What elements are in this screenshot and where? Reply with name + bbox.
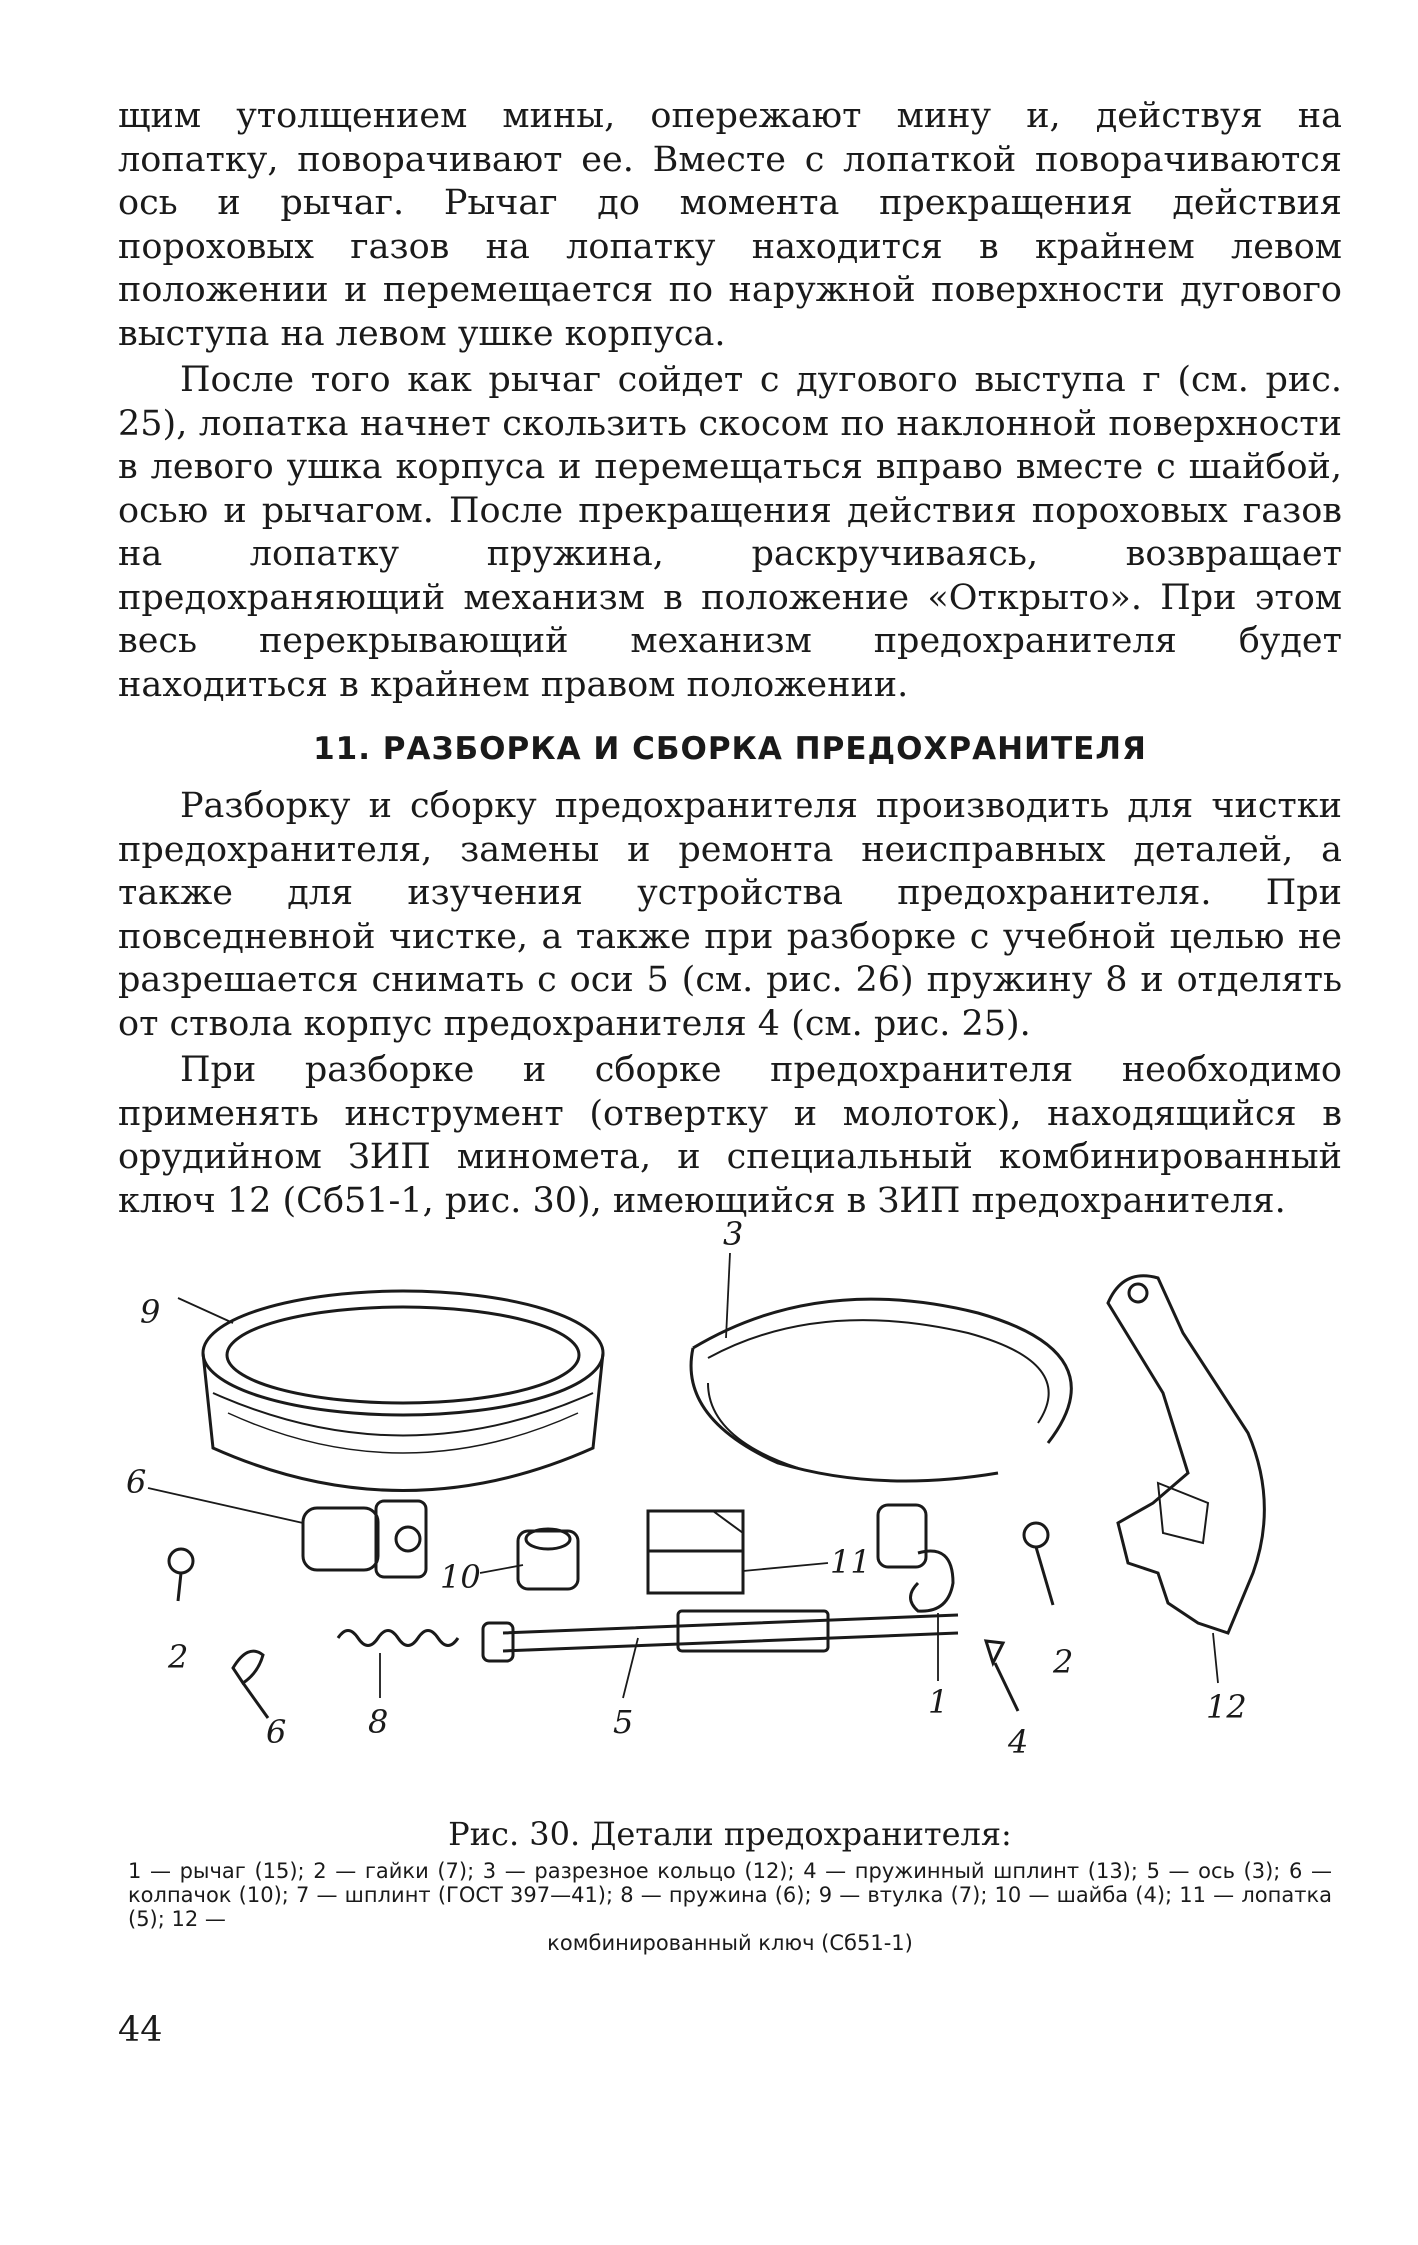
blade-drawing [648,1511,743,1593]
combination-key-drawing [1108,1276,1264,1633]
nut-left-drawing [169,1549,193,1601]
bushing-drawing [203,1291,603,1491]
paragraph-1: щим утолщением мины, опережают мину и, действуя на лопатку, поворачивают ее. Вместе с лопаткой поворачиваются ось и рычаг. Рычаг до момента прекращения действия пороховых газов на лопатку находится в крайнем левом положении и перемещается по наружной поверхности дугового выступа на левом ушке корпуса. [118,96,1342,354]
split-ring-drawing [691,1299,1071,1481]
cap-drawing [303,1501,426,1577]
paragraph-2: После того как рычаг сойдет с дугового выступа г (см. рис. 25), лопатка начнет скользить скосом по наклонной поверхности в левого ушка корпуса и перемещаться вправо вместе с шайбой, осью и рычагом. После прекращения действия пороховых газов на лопатку пружина, раскручиваясь, возвращает предохраняющий механизм в положение «Открыто». При этом весь перекрывающий механизм предохранителя будет находиться в крайнем правом положении. [118,360,1342,705]
callout-10: 10 [440,1558,481,1596]
spring-drawing [338,1631,458,1646]
callout-9: 9 [140,1293,161,1331]
callout-2-right: 2 [1053,1643,1074,1681]
callout-3: 3 [723,1215,744,1253]
paragraph-4: При разборке и сборке предохранителя необходимо применять инструмент (отвертку и молоток), находящийся в орудийном ЗИП миномета, и специальный комбинированный ключ 12 (Сб51-1, рис. 30), имеющийся в ЗИП предохранителя. [118,1050,1342,1221]
spring-cotter-pin-drawing [986,1641,1018,1711]
figure-caption: Рис. 30. Детали предохранителя: [448,1815,1012,1853]
figure-legend-line-2: комбинированный ключ (Сб51-1) [547,1931,913,1955]
washer-drawing [518,1529,578,1589]
cotter-pin-drawing [233,1651,268,1718]
callout-6: 6 [126,1463,147,1501]
section-heading: 11. РАЗБОРКА И СБОРКА ПРЕДОХРАНИТЕЛЯ [313,731,1147,767]
callout-7: 6 [266,1713,287,1751]
callout-2-left: 2 [168,1638,189,1676]
callout-5: 5 [613,1703,634,1741]
callout-1: 1 [928,1683,949,1721]
axle-drawing [483,1611,958,1661]
callout-12: 12 [1206,1688,1247,1726]
parts-drawing [118,1243,1342,1803]
paragraph-3: Разборку и сборку предохранителя производить для чистки предохранителя, замены и ремонта неисправных деталей, а также для изучения устройства предохранителя. При повседневной чистке, а также при разборке с учебной целью не разрешается снимать с оси 5 (см. рис. 26) пружину 8 и отделять от ствола корпус предохранителя 4 (см. рис. 25). [118,786,1342,1044]
callout-8: 8 [368,1703,389,1741]
page-number: 44 [118,2010,163,2050]
figure-parts-illustration [118,1215,1342,1803]
figure-legend [128,1859,1332,1955]
lever-drawing [878,1505,953,1611]
page-body [118,95,1342,1955]
nut-right-drawing [1024,1523,1053,1605]
figure-legend-line-1: 1 — рычаг (15); 2 — гайки (7); 3 — разрезное кольцо (12); 4 — пружинный шплинт (13); 5 — ось (3); 6 — колпачок (10); 7 — шплинт (ГОСТ 397—41); 8 — пружина (6); 9 — втулка (7); 10 — шайба (4); 11 — лопатка (5); 12 — [128,1859,1332,1931]
callout-11: 11 [830,1543,871,1581]
callout-4: 4 [1008,1723,1029,1761]
leader-lines [148,1253,1218,1698]
